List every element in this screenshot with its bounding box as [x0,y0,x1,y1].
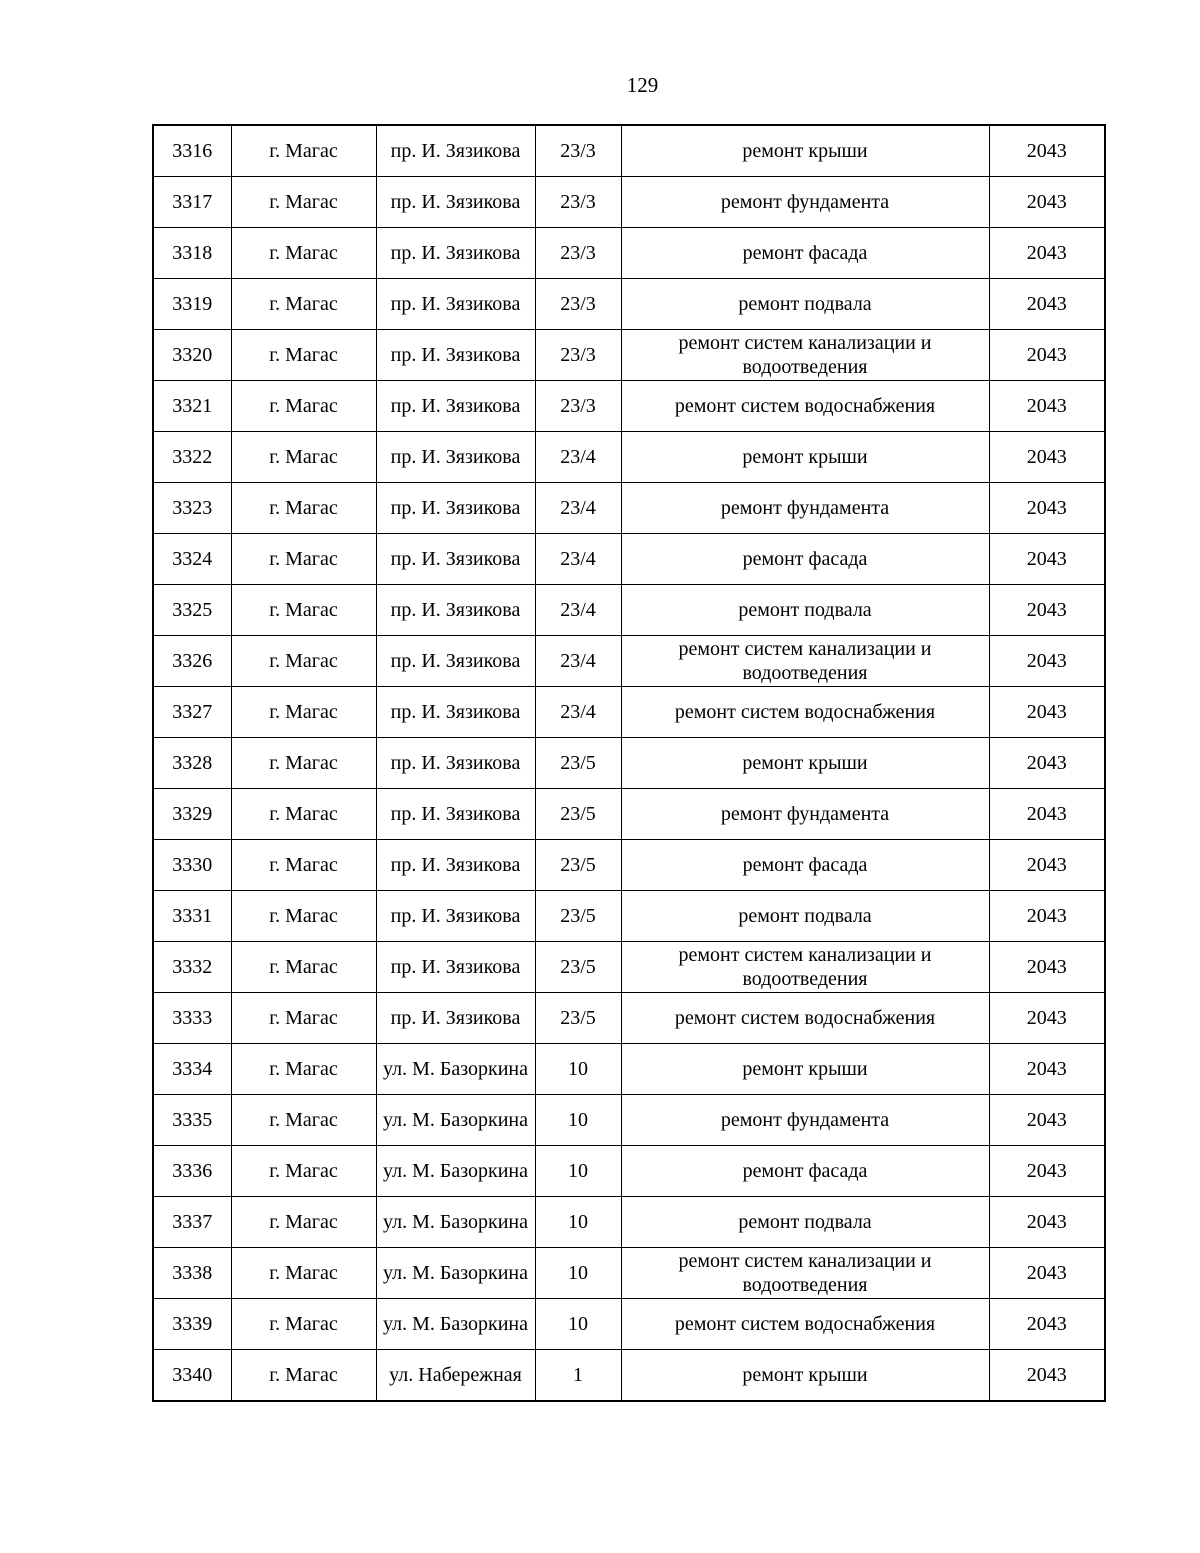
cell-street: ул. Набережная [376,1350,535,1402]
cell-city: г. Магас [231,585,376,636]
cell-street: пр. И. Зязикова [376,330,535,381]
table-row [153,534,1105,585]
table-row [153,840,1105,891]
cell-city: г. Магас [231,840,376,891]
cell-street: пр. И. Зязикова [376,279,535,330]
cell-street: пр. И. Зязикова [376,585,535,636]
cell-city: г. Магас [231,1044,376,1095]
cell-year: 2043 [989,636,1105,687]
cell-work-type: ремонт фасада [621,840,989,891]
cell-city: г. Магас [231,1299,376,1350]
cell-row-number: 3332 [153,942,231,993]
cell-street: ул. М. Базоркина [376,1095,535,1146]
cell-work-type: ремонт систем канализации и водоотведения [621,636,989,687]
cell-year: 2043 [989,483,1105,534]
cell-city: г. Магас [231,534,376,585]
cell-house-number: 23/4 [535,687,621,738]
cell-row-number: 3319 [153,279,231,330]
cell-row-number: 3338 [153,1248,231,1299]
cell-row-number: 3329 [153,789,231,840]
cell-house-number: 10 [535,1095,621,1146]
cell-house-number: 23/5 [535,738,621,789]
cell-row-number: 3334 [153,1044,231,1095]
cell-street: пр. И. Зязикова [376,228,535,279]
cell-row-number: 3322 [153,432,231,483]
cell-year: 2043 [989,738,1105,789]
cell-year: 2043 [989,279,1105,330]
cell-row-number: 3323 [153,483,231,534]
cell-row-number: 3336 [153,1146,231,1197]
cell-work-type: ремонт фундамента [621,1095,989,1146]
cell-house-number: 23/4 [535,483,621,534]
cell-street: пр. И. Зязикова [376,840,535,891]
table-row [153,381,1105,432]
table-row [153,279,1105,330]
cell-year: 2043 [989,993,1105,1044]
cell-work-type: ремонт крыши [621,125,989,177]
cell-work-type: ремонт систем водоснабжения [621,993,989,1044]
table-row [153,125,1105,177]
cell-work-type: ремонт фундамента [621,177,989,228]
table-row [153,1044,1105,1095]
cell-work-type: ремонт фасада [621,534,989,585]
cell-row-number: 3331 [153,891,231,942]
cell-city: г. Магас [231,942,376,993]
cell-city: г. Магас [231,483,376,534]
cell-street: пр. И. Зязикова [376,687,535,738]
cell-year: 2043 [989,1146,1105,1197]
table-row [153,1248,1105,1299]
cell-street: пр. И. Зязикова [376,636,535,687]
table-body [153,125,1105,1401]
cell-year: 2043 [989,789,1105,840]
cell-house-number: 23/5 [535,942,621,993]
cell-city: г. Магас [231,1350,376,1402]
cell-street: пр. И. Зязикова [376,125,535,177]
cell-street: пр. И. Зязикова [376,789,535,840]
cell-street: пр. И. Зязикова [376,381,535,432]
cell-house-number: 23/5 [535,789,621,840]
cell-year: 2043 [989,1248,1105,1299]
cell-year: 2043 [989,1299,1105,1350]
cell-house-number: 23/3 [535,228,621,279]
cell-work-type: ремонт фасада [621,228,989,279]
cell-city: г. Магас [231,636,376,687]
cell-row-number: 3325 [153,585,231,636]
cell-year: 2043 [989,228,1105,279]
cell-work-type: ремонт систем канализации и водоотведения [621,942,989,993]
table-row [153,636,1105,687]
cell-street: пр. И. Зязикова [376,534,535,585]
cell-row-number: 3328 [153,738,231,789]
cell-row-number: 3320 [153,330,231,381]
cell-house-number: 23/5 [535,840,621,891]
table-row [153,1350,1105,1402]
cell-street: ул. М. Базоркина [376,1248,535,1299]
cell-work-type: ремонт крыши [621,432,989,483]
cell-work-type: ремонт фундамента [621,483,989,534]
cell-work-type: ремонт крыши [621,1044,989,1095]
cell-work-type: ремонт крыши [621,1350,989,1402]
cell-work-type: ремонт фундамента [621,789,989,840]
cell-row-number: 3337 [153,1197,231,1248]
cell-year: 2043 [989,381,1105,432]
table-row [153,177,1105,228]
cell-street: пр. И. Зязикова [376,993,535,1044]
cell-year: 2043 [989,687,1105,738]
cell-work-type: ремонт подвала [621,585,989,636]
cell-work-type: ремонт подвала [621,279,989,330]
cell-city: г. Магас [231,330,376,381]
cell-year: 2043 [989,177,1105,228]
cell-row-number: 3340 [153,1350,231,1402]
cell-house-number: 23/4 [535,636,621,687]
cell-row-number: 3317 [153,177,231,228]
cell-year: 2043 [989,1044,1105,1095]
table-row [153,891,1105,942]
cell-house-number: 23/4 [535,585,621,636]
cell-row-number: 3318 [153,228,231,279]
page-number: 129 [626,73,659,97]
cell-house-number: 23/3 [535,330,621,381]
table-row [153,585,1105,636]
cell-street: пр. И. Зязикова [376,432,535,483]
table-row [153,1197,1105,1248]
cell-street: ул. М. Базоркина [376,1044,535,1095]
cell-street: ул. М. Базоркина [376,1299,535,1350]
cell-work-type: ремонт систем водоснабжения [621,687,989,738]
repair-schedule-table [152,124,1106,1402]
cell-house-number: 23/3 [535,381,621,432]
cell-city: г. Магас [231,279,376,330]
cell-house-number: 10 [535,1044,621,1095]
cell-house-number: 10 [535,1146,621,1197]
cell-city: г. Магас [231,1146,376,1197]
table-row [153,789,1105,840]
cell-row-number: 3333 [153,993,231,1044]
cell-work-type: ремонт систем водоснабжения [621,1299,989,1350]
table-row [153,432,1105,483]
cell-row-number: 3326 [153,636,231,687]
cell-year: 2043 [989,330,1105,381]
cell-street: ул. М. Базоркина [376,1146,535,1197]
cell-house-number: 23/5 [535,891,621,942]
cell-row-number: 3316 [153,125,231,177]
cell-work-type: ремонт фасада [621,1146,989,1197]
cell-work-type: ремонт систем канализации и водоотведения [621,1248,989,1299]
cell-year: 2043 [989,585,1105,636]
cell-house-number: 10 [535,1248,621,1299]
cell-work-type: ремонт систем канализации и водоотведения [621,330,989,381]
cell-house-number: 23/3 [535,125,621,177]
cell-year: 2043 [989,1197,1105,1248]
table-row [153,1095,1105,1146]
cell-work-type: ремонт крыши [621,738,989,789]
cell-city: г. Магас [231,993,376,1044]
cell-house-number: 23/5 [535,993,621,1044]
table-row [153,330,1105,381]
cell-year: 2043 [989,840,1105,891]
cell-work-type: ремонт систем водоснабжения [621,381,989,432]
cell-house-number: 23/4 [535,534,621,585]
cell-row-number: 3321 [153,381,231,432]
cell-house-number: 23/3 [535,279,621,330]
table-row [153,993,1105,1044]
cell-street: ул. М. Базоркина [376,1197,535,1248]
cell-city: г. Магас [231,789,376,840]
cell-work-type: ремонт подвала [621,891,989,942]
cell-street: пр. И. Зязикова [376,177,535,228]
cell-year: 2043 [989,125,1105,177]
cell-street: пр. И. Зязикова [376,483,535,534]
cell-street: пр. И. Зязикова [376,738,535,789]
cell-row-number: 3339 [153,1299,231,1350]
cell-city: г. Магас [231,738,376,789]
table-row [153,1299,1105,1350]
cell-work-type: ремонт подвала [621,1197,989,1248]
cell-year: 2043 [989,1350,1105,1402]
cell-city: г. Магас [231,687,376,738]
cell-city: г. Магас [231,177,376,228]
table-row [153,738,1105,789]
cell-city: г. Магас [231,891,376,942]
cell-year: 2043 [989,942,1105,993]
table-row [153,1146,1105,1197]
cell-row-number: 3327 [153,687,231,738]
cell-row-number: 3330 [153,840,231,891]
table-row [153,228,1105,279]
cell-row-number: 3324 [153,534,231,585]
cell-city: г. Магас [231,228,376,279]
cell-city: г. Магас [231,432,376,483]
cell-house-number: 1 [535,1350,621,1402]
cell-year: 2043 [989,534,1105,585]
cell-street: пр. И. Зязикова [376,891,535,942]
cell-street: пр. И. Зязикова [376,942,535,993]
cell-house-number: 23/3 [535,177,621,228]
cell-house-number: 23/4 [535,432,621,483]
cell-city: г. Магас [231,1095,376,1146]
cell-house-number: 10 [535,1197,621,1248]
table-row [153,687,1105,738]
cell-city: г. Магас [231,381,376,432]
table-row [153,942,1105,993]
cell-city: г. Магас [231,1248,376,1299]
cell-year: 2043 [989,1095,1105,1146]
cell-row-number: 3335 [153,1095,231,1146]
cell-year: 2043 [989,891,1105,942]
table-row [153,483,1105,534]
cell-city: г. Магас [231,1197,376,1248]
cell-house-number: 10 [535,1299,621,1350]
cell-year: 2043 [989,432,1105,483]
cell-city: г. Магас [231,125,376,177]
